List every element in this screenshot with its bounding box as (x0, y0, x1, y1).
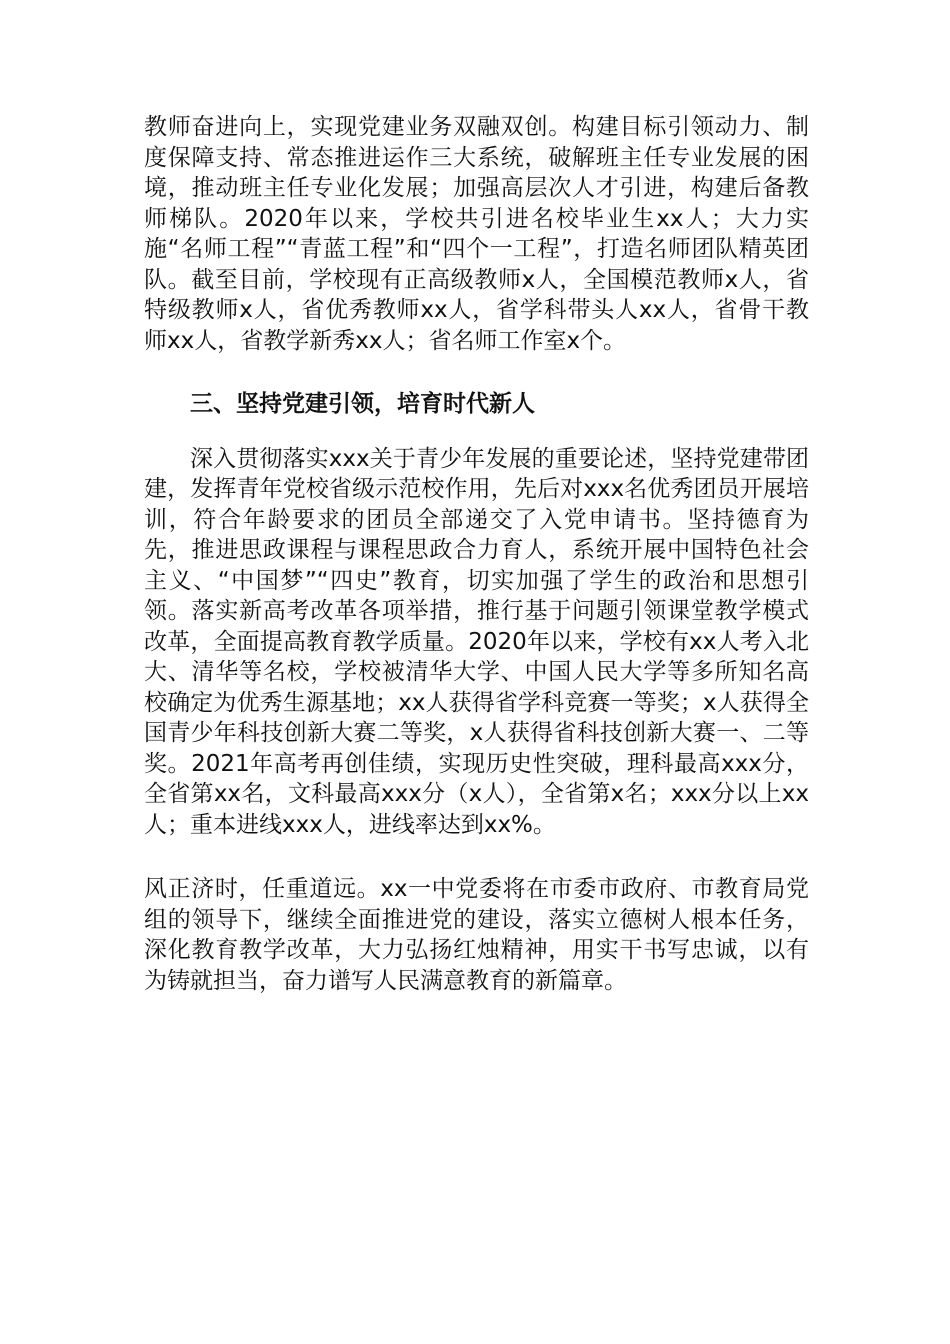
section-heading: 三、坚持党建引领，培育时代新人 (190, 391, 535, 417)
body-paragraph-conclusion: 风正济时，任重道远。xx一中党委将在市委市政府、市教育局党组的领导下，继续全面推进党的建设，落实立德树人根本任务，深化教育教学改革，大力弘扬红烛精神，用实干书写忠诚，以有为铸就担当，奋力谱写人民满意教育的新篇章。 (144, 876, 809, 994)
document-page (144, 112, 809, 996)
body-paragraph-teacher-team: 教师奋进向上，实现党建业务双融双创。构建目标引领动力、制度保障支持、常态推进运作三大系统，破解班主任专业发展的困境，推动班主任专业化发展；加强高层次人才引进，构建后备教师梯队。2020年以来，学校共引进名校毕业生xx人；大力实施“名师工程”“青蓝工程”和“四个一工程”，打造名师团队精英团队。截至目前，学校现有正高级教师x人，全国模范教师x人，省特级教师x人，省优秀教师xx人，省学科带头人xx人，省骨干教师xx人，省教学新秀xx人；省名师工作室x个。 (144, 114, 809, 354)
body-paragraph-education: 深入贯彻落实xxx关于青少年发展的重要论述，坚持党建带团建，发挥青年党校省级示范校作用，先后对xxx名优秀团员开展培训，符合年龄要求的团员全部递交了入党申请书。坚持德育为先，推进思政课程与课程思政合力育人，系统开展中国特色社会主义、“中国梦”“四史”教育，切实加强了学生的政治和思想引领。落实新高考改革各项举措，推行基于问题引领课堂教学模式改革，全面提高教育教学质量。2020年以来，学校有xx人考入北大、清华等名校，学校被清华大学、中国人民大学等多所知名高校确定为优秀生源基地；xx人获得省学科竞赛一等奖；x人获得全国青少年科技创新大赛二等奖，x人获得省科技创新大赛一、二等奖。2021年高考再创佳绩，实现历史性突破，理科最高xxx分，全省第xx名，文科最高xxx分（x人），全省第x名；xxx分以上xx人；重本进线xxx人，进线率达到xx%。 (144, 445, 809, 838)
